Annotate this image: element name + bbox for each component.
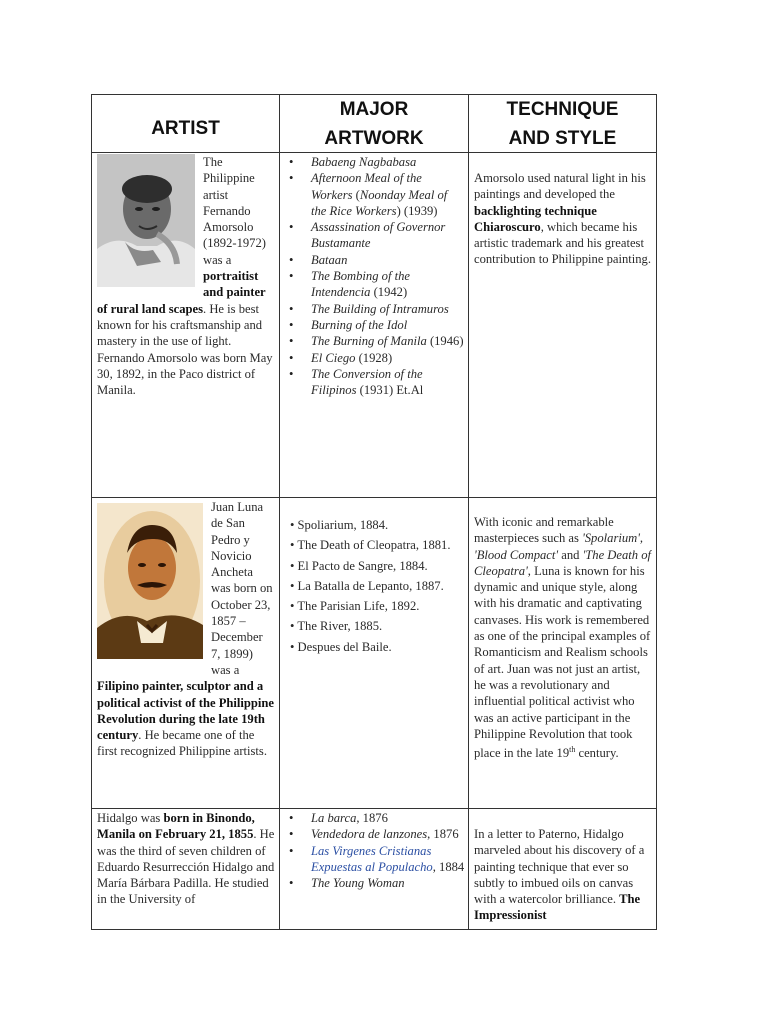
row3-artwork-list (281, 810, 465, 891)
header-artwork-line2: ARTWORK (324, 127, 424, 149)
table-border-left (91, 94, 92, 930)
header-major-artwork (280, 95, 468, 152)
row2-technique-sup: th (569, 745, 576, 755)
list-item: • The Burning of Manila (1946) (311, 333, 465, 349)
row2-technique-cell (474, 514, 652, 806)
header-artist-label: ARTIST (151, 118, 220, 139)
table-border-right (656, 94, 657, 930)
list-item: • La Batalla de Lepanto, 1887. (290, 578, 444, 593)
row1-artwork-list (281, 154, 465, 398)
row2-technique-text: With iconic and remarkable masterpieces such as (474, 515, 614, 546)
list-item: • Babaeng Nagbabasa (311, 154, 465, 170)
list-item: • The Conversion of the Filipinos (1931) Et.Al (311, 366, 465, 399)
juan-luna-portrait (97, 503, 203, 659)
list-item: • Spoliarium, 1884. (290, 518, 389, 532)
list-item: • Las Virgenes Cristianas Expuestas al Populacho, 1884 (311, 843, 465, 876)
row2-artwork-list (284, 517, 465, 655)
row2-artist-cell (97, 499, 275, 805)
artist-table (91, 94, 657, 930)
row2-technique-italic1: 'Spolarium', 'Blood Compact' (474, 531, 644, 562)
list-item: • The Building of Intramuros (311, 301, 465, 317)
header-artwork-line1: MAJOR (339, 98, 409, 120)
list-item: • El Pacto de Sangre, 1884. (290, 558, 428, 573)
row2-technique-end: , Luna is known for his dynamic and unique style, along with his dramatic and captivating canvases. His work is remembered as one of the principal examples of Romanticism and Realism schools of art. Juan was not just an artist, he was a revolutionary and influential political activist who was an active participant in the Philippine Revolution that took place in the late 19 (474, 563, 651, 761)
list-item: • Assassination of Governor Bustamante (311, 219, 465, 252)
row3-technique-bold: The Impressionist (474, 892, 641, 923)
row1-technique-cell (474, 170, 652, 490)
row1-bio-bold: portraitist and painter of rural land scapes (97, 269, 266, 316)
list-item: • The Death of Cleopatra, 1881. (290, 538, 451, 553)
row-divider-2 (91, 808, 657, 809)
row1-artwork-cell (281, 154, 465, 494)
row2-technique-mid: and (558, 547, 583, 562)
row3-bio-end: . He was the third of seven children of Eduardo Resurrección Hidalgo and María Bárbara Padilla. He studied in the University of (97, 827, 275, 907)
row2-bio-bold: Filipino painter, sculptor and a political activist of the Philippine Revolution during the late 19th century (97, 679, 275, 743)
column-divider-2 (468, 94, 469, 930)
list-item: • Bataan (311, 252, 465, 268)
row1-technique-end: , which became his artistic trademark and his greatest contribution to Philippine painting. (474, 219, 652, 267)
list-item: • La barca, 1876 (311, 810, 465, 826)
row2-bio-text: Juan Luna de San Pedro y Novicio Ancheta was born on October 23, 1857 – December 7, 1899) was a (211, 500, 273, 677)
list-item: • The Parisian Life, 1892. (290, 599, 420, 614)
list-item: • El Ciego (1928) (311, 350, 465, 366)
row1-bio-text: The Philippine artist Fernando Amorsolo (1892-1972) was a (203, 155, 266, 267)
header-technique-line2: AND STYLE (508, 127, 617, 149)
row1-technique-bold: backlighting technique Chiaroscuro (474, 203, 597, 234)
header-technique-style (469, 95, 656, 152)
row1-technique-text: Amorsolo used natural light in his paintings and developed the (474, 171, 646, 202)
header-technique-line1: TECHNIQUE (506, 98, 619, 120)
row3-artist-cell (97, 810, 275, 928)
table-border-bottom (91, 929, 657, 930)
row3-artwork-cell (281, 810, 465, 928)
row1-bio-end: . He is best known for his craftsmanship and mastery in the use of light. Fernando Amorsolo was born May 30, 1892, in the Paco district of Manila. (97, 301, 273, 398)
list-item: • Despues del Baile. (290, 639, 392, 654)
row2-technique-tail: century. (575, 746, 619, 761)
list-item: • Vendedora de lanzones, 1876 (311, 826, 465, 842)
header-artist (92, 95, 279, 152)
row3-bio-bold: born in Binondo, Manila on February 21, 1855 (97, 811, 255, 842)
list-item: • The Young Woman (311, 875, 465, 891)
row2-technique-italic2: 'The Death of Cleopatra' (474, 547, 652, 578)
list-item: • Burning of the Idol (311, 317, 465, 333)
row3-technique-cell (474, 826, 652, 928)
row3-technique-text: In a letter to Paterno, Hidalgo marveled about his discovery of a painting technique that ever so subtly to imbued oils on canvas with a watercolor brilliance. (474, 827, 645, 907)
list-item: • The Bombing of the Intendencia (1942) (311, 268, 465, 301)
row1-artist-cell (97, 154, 275, 494)
list-item: • Afternoon Meal of the Workers (Noonday Meal of the Rice Workers) (1939) (311, 170, 465, 219)
row2-bio-end: . He became one of the first recognized Philippine artists. (97, 728, 267, 759)
row-divider-1 (91, 497, 657, 498)
row3-bio-text: Hidalgo was (97, 811, 164, 825)
amorsolo-portrait (97, 154, 195, 287)
list-item: • The River, 1885. (290, 619, 383, 634)
row2-artwork-cell (284, 517, 465, 805)
column-divider-1 (279, 94, 280, 930)
